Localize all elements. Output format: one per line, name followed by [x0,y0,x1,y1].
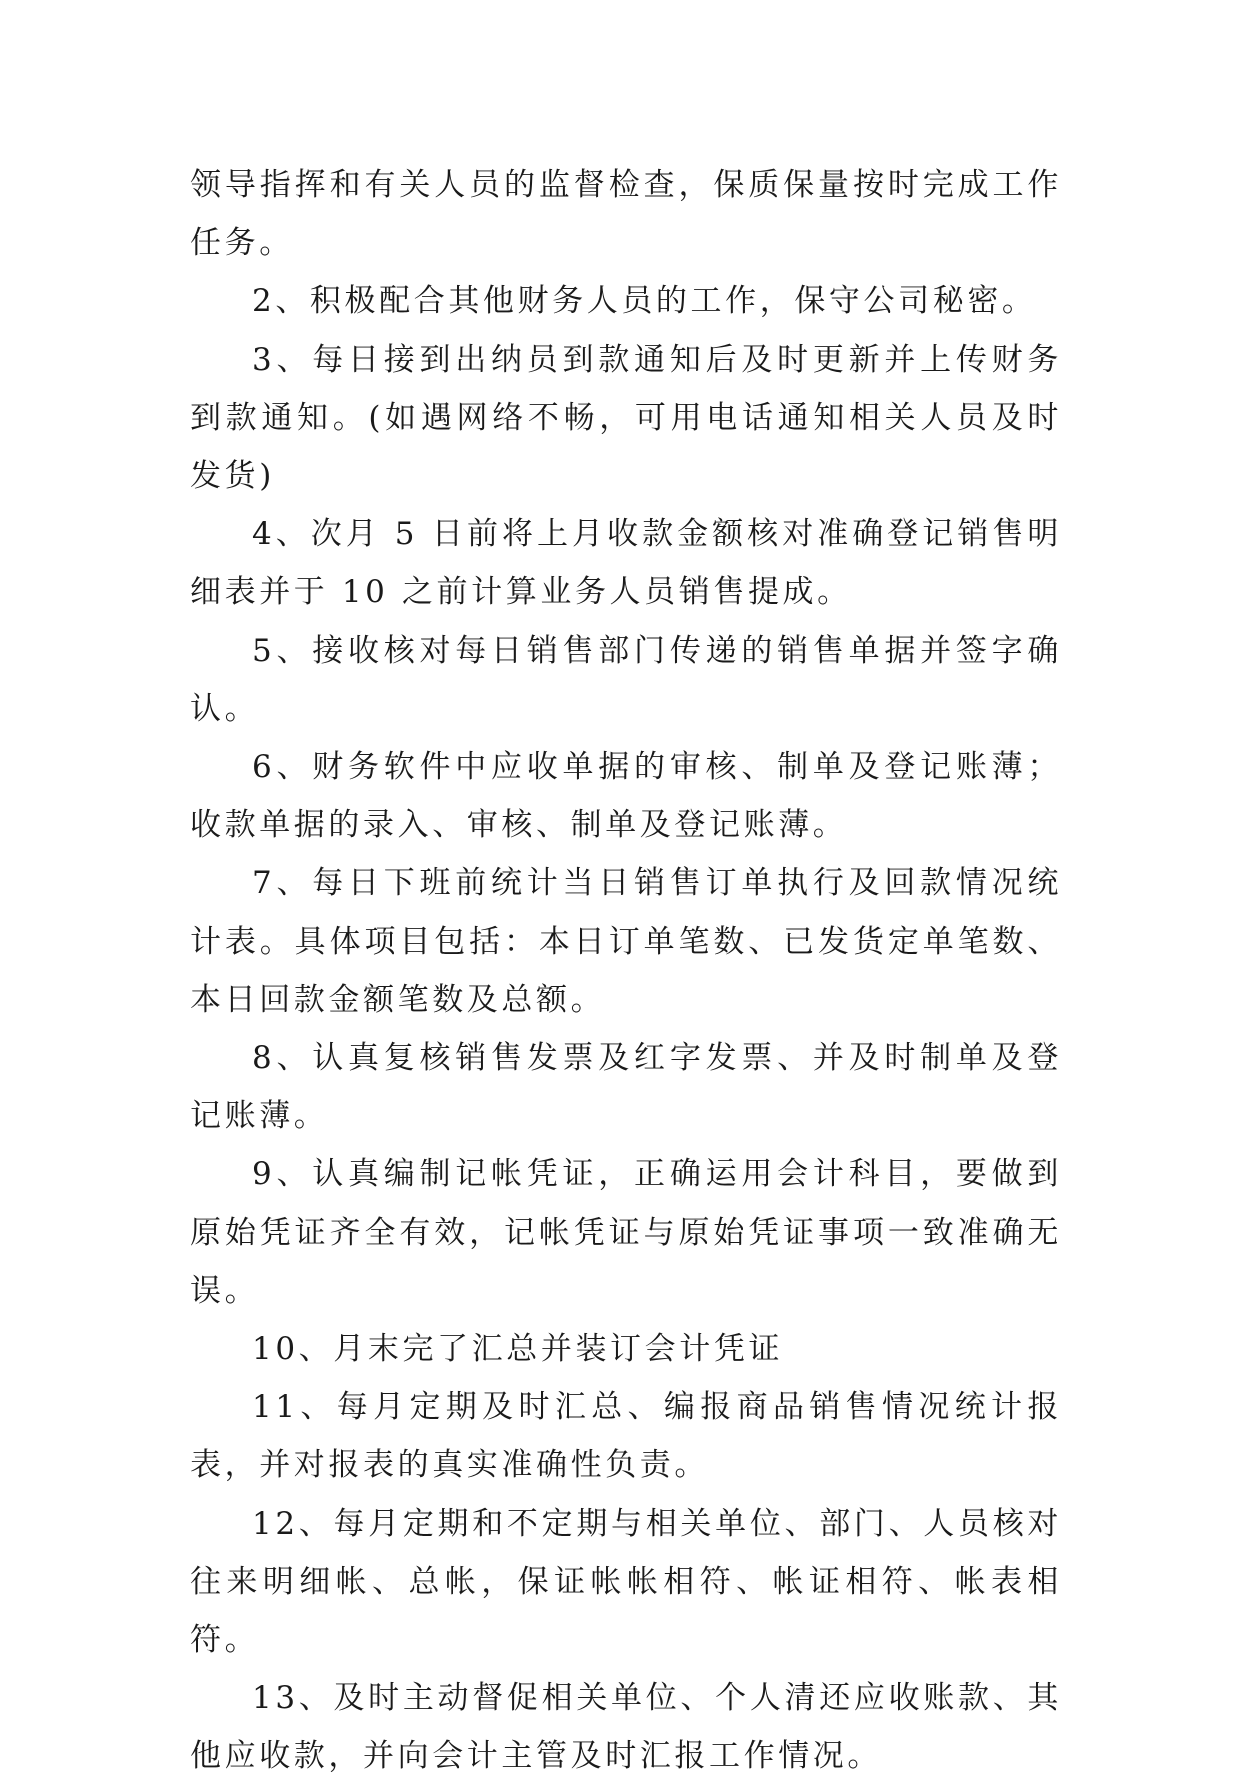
paragraph-item-5: 5、接收核对每日销售部门传递的销售单据并签字确认。 [190,632,1062,727]
paragraph-item-4: 4、次月 5 日前将上月收款金额核对准确登记销售明细表并于 10 之前计算业务人员销售提成。 [190,516,1062,611]
document-body [190,156,1062,1786]
paragraph-item-7: 7、每日下班前统计当日销售订单执行及回款情况统计表。具体项目包括：本日订单笔数、已发货定单笔数、本日回款金额笔数及总额。 [190,865,1062,1018]
paragraph-continuation: 领导指挥和有关人员的监督检查，保质保量按时完成工作任务。 [190,167,1062,262]
paragraph-item-10: 10、月末完了汇总并装订会计凭证 [252,1331,784,1368]
paragraph-item-3: 3、每日接到出纳员到款通知后及时更新并上传财务到款通知。(如遇网络不畅，可用电话通知相关人员及时发货) [190,341,1062,495]
paragraph-item-13: 13、及时主动督促相关单位、个人清还应收账款、其他应收款，并向会计主管及时汇报工作情况。 [190,1680,1062,1775]
paragraph-item-8: 8、认真复核销售发票及红字发票、并及时制单及登记账薄。 [190,1040,1062,1135]
paragraph-item-6: 6、财务软件中应收单据的审核、制单及登记账薄；收款单据的录入、审核、制单及登记账薄。 [190,749,1062,844]
paragraph-item-11: 11、每月定期及时汇总、编报商品销售情况统计报表，并对报表的真实准确性负责。 [190,1389,1062,1484]
paragraph-item-2: 2、积极配合其他财务人员的工作，保守公司秘密。 [252,283,1037,320]
paragraph-item-9: 9、认真编制记帐凭证，正确运用会计科目，要做到原始凭证齐全有效，记帐凭证与原始凭证事项一致准确无误。 [190,1156,1062,1309]
paragraph-item-12: 12、每月定期和不定期与相关单位、部门、人员核对往来明细帐、总帐，保证帐帐相符、帐证相符、帐表相符。 [190,1505,1062,1659]
